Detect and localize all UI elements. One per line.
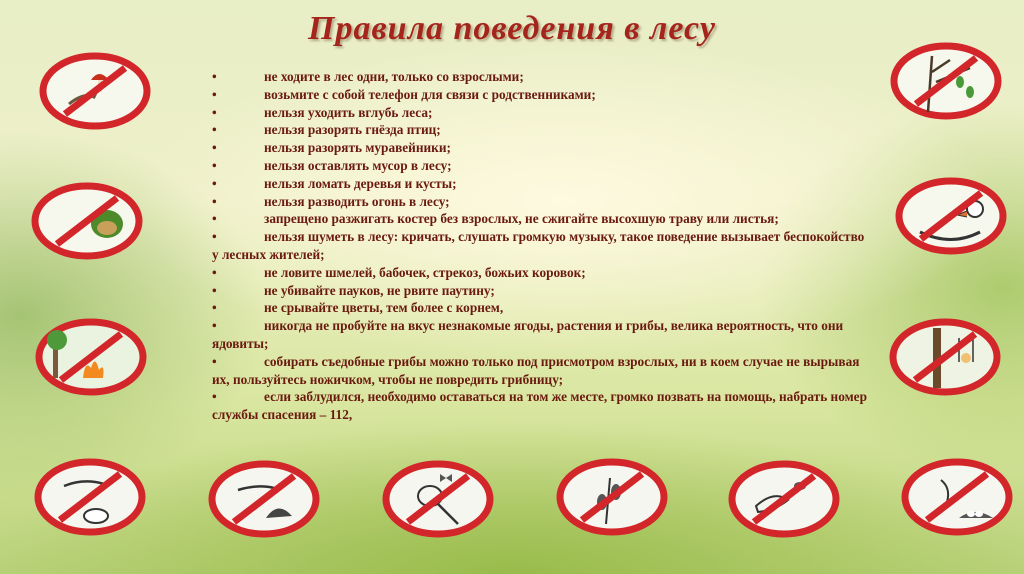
rule-item: [212, 139, 872, 157]
rule-text: нельзя ломать деревья и кусты;: [264, 175, 457, 191]
no-catching-insects-icon: [728, 460, 840, 538]
bullet: •: [212, 229, 217, 245]
no-breaking-branches-icon: [890, 42, 1002, 120]
bullet: •: [212, 264, 217, 280]
rule-text: не ловите шмелей, бабочек, стрекоз, божьих коровок;: [264, 264, 586, 280]
bullet: •: [212, 300, 217, 316]
rule-text: запрещено разжигать костер без взрослых, не сжигайте высохшую траву или листья;: [264, 211, 779, 227]
rule-item: [212, 121, 872, 139]
rule-item: [212, 388, 872, 424]
rule-item: [212, 157, 872, 175]
bullet: •: [212, 193, 217, 209]
bullet: •: [212, 86, 217, 102]
rule-text: нельзя шуметь в лесу: кричать, слушать громкую музыку, такое поведение вызывает беспокойство у лесных жителей;: [212, 229, 865, 262]
bullet: •: [212, 69, 217, 84]
rule-text: если заблудился, необходимо оставаться на том же месте, громко позвать на помощь, набрать номер службы спасения – 112,: [212, 389, 867, 423]
bullet: •: [212, 157, 217, 173]
no-fire-icon: [35, 318, 147, 396]
no-taking-bird-eggs-icon: [901, 458, 1013, 536]
rule-item: [212, 175, 872, 193]
rule-item: [212, 210, 872, 228]
rule-text: нельзя разводить огонь в лесу;: [264, 193, 450, 209]
bullet: •: [212, 318, 217, 334]
rule-text: нельзя уходить вглубь леса;: [264, 104, 433, 120]
rules-list: [212, 68, 872, 424]
rule-text: нельзя разорять гнёзда птиц;: [264, 122, 441, 138]
no-destroying-bird-nest-icon: [895, 177, 1007, 255]
rule-text: не ходите в лес одни, только со взрослыми;: [264, 69, 524, 84]
no-catching-frogs-icon: [34, 458, 146, 536]
rule-text: нельзя оставлять мусор в лесу;: [264, 157, 452, 173]
no-mushroom-picking-icon: [39, 52, 151, 130]
rule-item: [212, 264, 872, 282]
rule-item: [212, 299, 872, 317]
no-destroying-anthill-icon: [31, 182, 143, 260]
bullet: •: [212, 140, 217, 156]
rule-text: нельзя разорять муравейники;: [264, 140, 451, 156]
rule-item: [212, 193, 872, 211]
rule-text: не убивайте пауков, не рвите паутину;: [264, 282, 495, 298]
bullet: •: [212, 104, 217, 120]
page-title: Правила поведения в лесу: [308, 10, 716, 47]
bullet: •: [212, 353, 217, 369]
rule-text: не срывайте цветы, тем более с корнем,: [264, 300, 504, 316]
rule-item: [212, 104, 872, 122]
rule-item: [212, 317, 872, 353]
bullet: •: [212, 122, 217, 138]
rule-text: никогда не пробуйте на вкус незнакомые ягоды, растения и грибы, велика вероятность, что они ядовиты;: [212, 318, 844, 351]
no-butterfly-net-icon: [382, 460, 494, 538]
rule-item: [212, 353, 872, 389]
rule-item: [212, 228, 872, 264]
bullet: •: [212, 389, 217, 405]
bullet: •: [212, 175, 217, 191]
rule-text: возьмите с собой телефон для связи с родственниками;: [264, 86, 596, 102]
rule-item: [212, 68, 872, 86]
rule-text: собирать съедобные грибы можно только под присмотром взрослых, ни в коем случае не вырывая их, пользуйтесь ножичком, чтобы не повредить грибницу;: [212, 353, 860, 387]
no-touching-hedgehog-icon: [208, 460, 320, 538]
rule-item: [212, 86, 872, 104]
bullet: •: [212, 282, 217, 298]
bullet: •: [212, 211, 217, 227]
no-swinging-on-trees-icon: [889, 318, 1001, 396]
no-picking-plants-icon: [556, 458, 668, 536]
rule-item: [212, 282, 872, 300]
